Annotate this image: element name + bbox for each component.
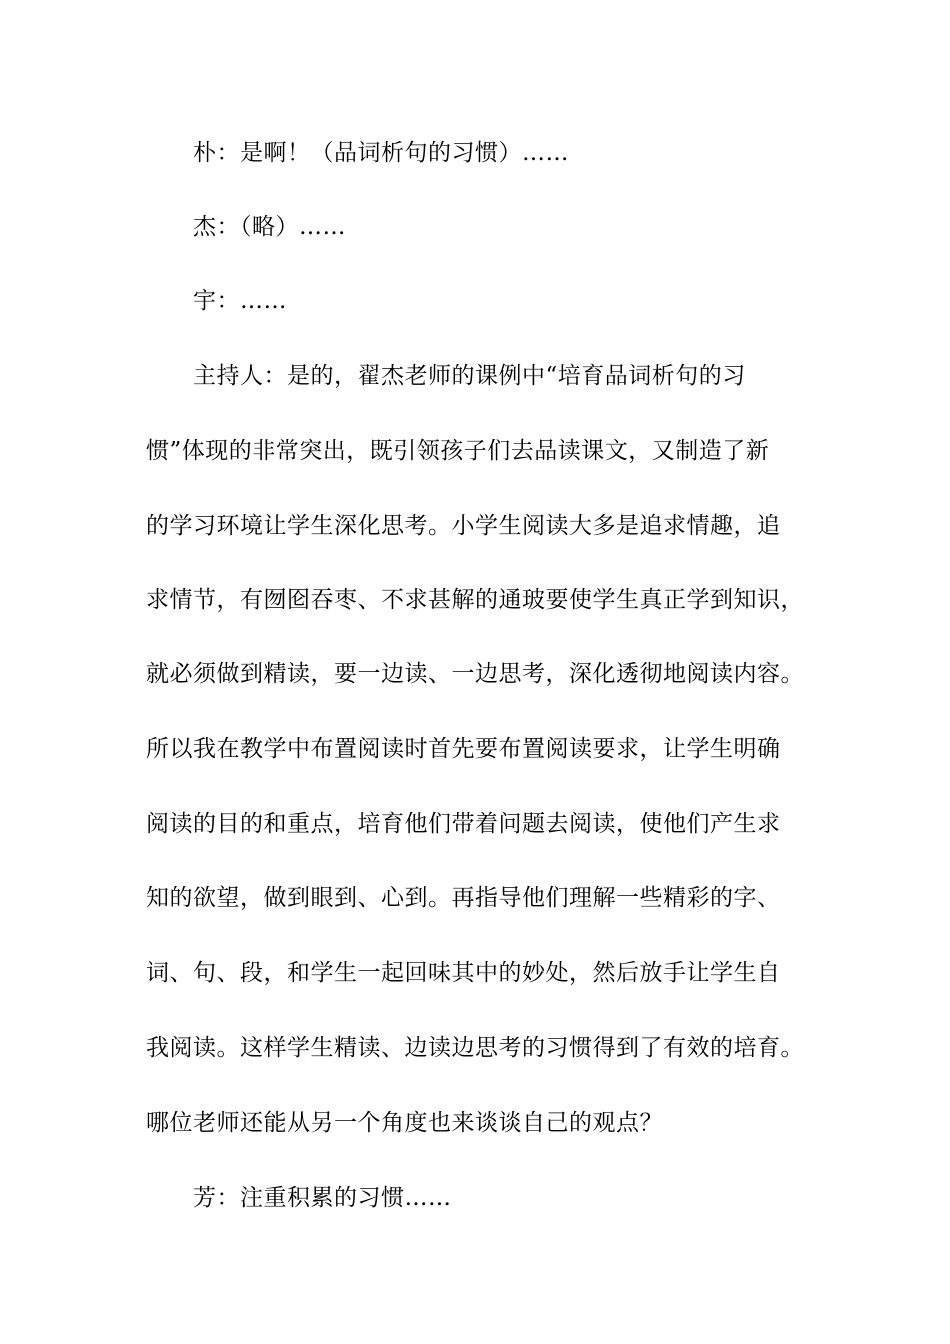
host-paragraph-line-5: 就必须做到精读，要一边读、一边思考，深化透彻地阅读内容。: [146, 661, 804, 687]
host-paragraph-line-11: 哪位老师还能从另一个角度也来谈谈自己的观点？: [146, 1110, 663, 1136]
dialogue-line-fang: 芳：注重积累的习惯……: [193, 1185, 452, 1211]
dialogue-line-pu: 朴：是啊！（品词析句的习惯）……: [193, 140, 569, 166]
host-paragraph-line-4: 求情节，有囫囵吞枣、不求甚解的通玻要使学生真正学到知识，: [146, 587, 804, 613]
host-paragraph-line-9: 词、句、段，和学生一起回味其中的妙处，然后放手让学生自: [146, 960, 781, 986]
dialogue-line-yu: 宇：……: [193, 288, 287, 314]
host-paragraph-line-7: 阅读的目的和重点，培育他们带着问题去阅读，使他们产生求: [146, 811, 781, 837]
host-paragraph-line-8: 知的欲望，做到眼到、心到。再指导他们理解一些精彩的字、: [146, 885, 781, 911]
host-paragraph-line-1: 主持人：是的，翟杰老师的课例中“培育品词析句的习: [193, 363, 746, 389]
host-paragraph-line-6: 所以我在教学中布置阅读时首先要布置阅读要求，让学生明确: [146, 736, 781, 762]
host-paragraph-line-10: 我阅读。这样学生精读、边读边思考的习惯得到了有效的培育。: [146, 1035, 804, 1061]
dialogue-line-jie: 杰：（略）……: [193, 214, 346, 240]
host-paragraph-line-2: 惯”体现的非常突出，既引领孩子们去品读课文，又制造了新: [146, 438, 770, 464]
host-paragraph-line-3: 的学习环境让学生深化思考。小学生阅读大多是追求情趣，追: [146, 513, 781, 539]
